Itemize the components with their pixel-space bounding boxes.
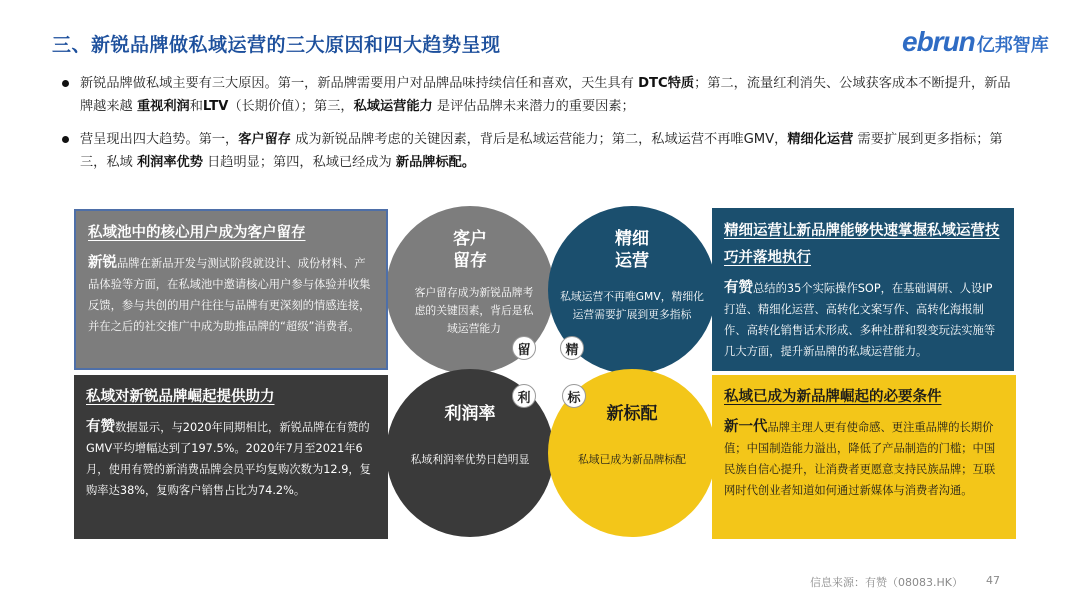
box-growth-support <box>74 375 388 539</box>
bold-span: 利润率优势 <box>136 155 203 170</box>
circle-text: 私域已成为新品牌标配 <box>578 453 686 466</box>
box-lead: 新锐 <box>88 255 117 271</box>
bold-span: 重视利润 <box>136 99 190 114</box>
circle-profit <box>386 369 554 537</box>
box-title: 私域池中的核心用户成为客户留存 <box>88 225 306 241</box>
bullet-reasons <box>62 72 1022 118</box>
box-body <box>88 253 374 337</box>
box-body-text: 品牌在新品开发与测试阶段就设计、成份材料、产品体验等方面，在私域池中邀请核心用户参与体验并收集反馈，参与共创的用户往往与品牌有更深刻的情感连接，并在之后的社交推广中成为助推品牌的“超级”消费者。 <box>88 257 371 333</box>
circle-retention <box>386 206 554 374</box>
page-title: 三、新锐品牌做私域运营的三大原因和四大趋势呈现 <box>52 34 501 56</box>
box-body <box>724 278 1002 362</box>
box-body-text: 总结的35个实际操作SOP，在基础调研、人设IP打造、精细化运营、高转化文案写作、高转化海报制作、高转化销售话术形成、多种社群和裂变玩法实施等几大方面，提升新品牌的私域运营能力。 <box>724 282 996 358</box>
badge-profit-icon: 利 <box>512 384 536 408</box>
page-number: 47 <box>986 574 1000 587</box>
badge-standard-icon: 标 <box>562 384 586 408</box>
text-span: 和 <box>189 99 203 114</box>
circle-title-line: 精细 <box>615 229 649 249</box>
circle-title <box>548 228 716 272</box>
text-span: 需要扩展到更多指标；第三，私域 <box>80 132 1003 170</box>
box-title: 精细运营让新品牌能够快速掌握私域运营技巧并落地执行 <box>724 223 1000 266</box>
source-note: 信息来源：有赞（08083.HK） <box>810 576 963 589</box>
circle-standard <box>548 369 716 537</box>
logo-text: 亿邦智库 <box>976 35 1049 56</box>
box-title: 私域对新锐品牌崛起提供助力 <box>86 389 275 405</box>
text-span: 新锐品牌做私域主要有三大原因。第一，新品牌需要用户对品牌品味持续信任和喜欢，天生具有 <box>80 76 639 91</box>
box-title: 私域已成为新品牌崛起的必要条件 <box>724 389 942 405</box>
circle-text: 私域运营不再唯GMV，精细化运营需要扩展到更多指标 <box>560 290 704 321</box>
bullet-list <box>62 72 1022 184</box>
text-span: 日趋明显；第四，私域已经成为 <box>202 155 396 170</box>
bullet-trends <box>62 128 1022 174</box>
circle-title: 利润率 <box>444 404 496 424</box>
circle-text: 私域利润率优势日趋明显 <box>410 453 530 466</box>
bold-span: 私域运营能力 <box>353 99 433 114</box>
box-body <box>86 417 376 501</box>
box-body <box>724 417 1004 501</box>
bold-span: 客户留存 <box>238 132 291 147</box>
circle-text: 客户留存成为新锐品牌考虑的关键因素，背后是私域运营能力 <box>414 286 534 335</box>
box-lead: 有赞 <box>86 419 115 435</box>
bold-span: DTC特质 <box>638 76 695 91</box>
logo-mark: ebrun <box>902 26 975 57</box>
box-lead: 有赞 <box>724 280 753 296</box>
box-lead: 新一代 <box>724 419 768 435</box>
box-necessary-condition <box>712 375 1016 539</box>
text-span: 营呈现出四大趋势。第一， <box>80 132 239 147</box>
text-span: （长期价值）；第三， <box>228 99 354 114</box>
badge-refine-icon: 精 <box>560 336 584 360</box>
badge-retain-icon: 留 <box>512 336 536 360</box>
box-body-text: 数据显示，与2020年同期相比，新锐品牌在有赞的GMV平均增幅达到了197.5%。2020年7月至2021年6月，使用有赞的新消费品牌会员平均复购次数为12.9，复购率达38%，复购客户销售占比为74.2%。 <box>86 421 371 497</box>
circle-title-line: 运营 <box>615 251 649 271</box>
bold-span: 新品牌标配。 <box>395 155 476 170</box>
brand-logo <box>902 26 1049 56</box>
circle-title <box>386 228 554 272</box>
circle-title-line: 客户 <box>453 229 487 249</box>
text-span: 成为新锐品牌考虑的关键因素，背后是私域运营能力；第二，私域运营不再唯GMV， <box>291 132 788 147</box>
box-body-text: 品牌主理人更有使命感、更注重品牌的长期价值；中国制造能力溢出，降低了产品制造的门槛；中国民族自信心提升，让消费者更愿意支持民族品牌；互联网时代创业者知道如何通过新媒体与消费者沟通。 <box>724 421 996 497</box>
bold-span: LTV <box>202 99 229 114</box>
text-span: 是评估品牌未来潜力的重要因素； <box>432 99 635 114</box>
circle-title: 新标配 <box>606 404 658 424</box>
circle-title-line: 留存 <box>453 251 487 271</box>
box-core-users <box>74 209 388 370</box>
text-span: ；第二，流量红利消失、公域获客成本不断提升，新品牌越来越 <box>80 76 1011 114</box>
circle-refined <box>548 206 716 374</box>
bold-span: 精细化运营 <box>787 132 854 147</box>
box-refined-ops <box>712 208 1014 371</box>
